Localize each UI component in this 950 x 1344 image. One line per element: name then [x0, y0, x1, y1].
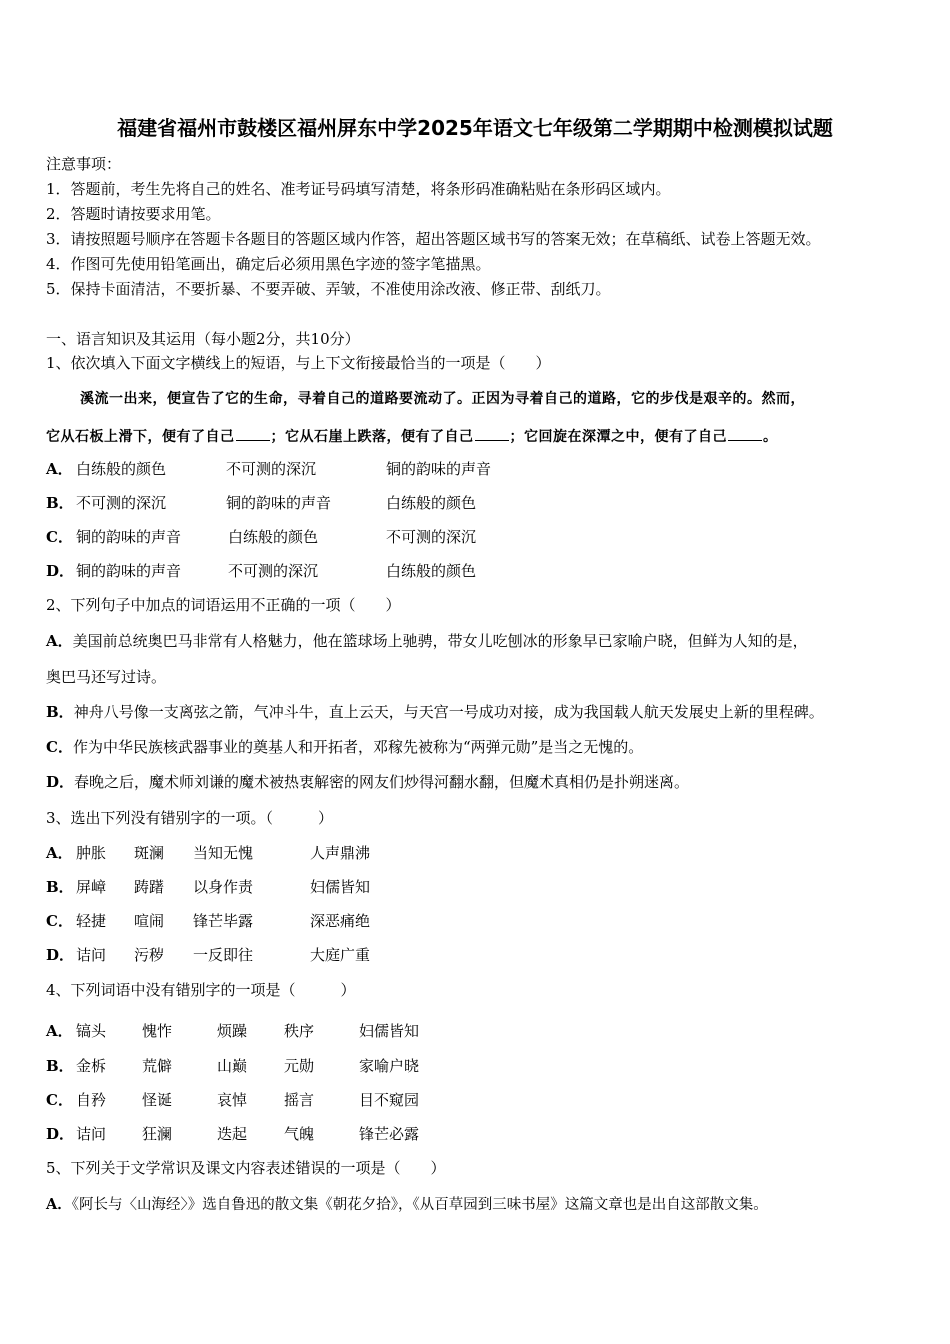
option-cell: 肿胀 — [76, 844, 107, 862]
notice-item: 2．答题时请按要求用笔。 — [46, 205, 221, 223]
option-cell: 不可测的深沉 — [386, 528, 477, 546]
option-label: A． — [46, 844, 73, 862]
option-label: C． — [46, 528, 73, 546]
option-label: C． — [46, 738, 73, 756]
option-label: C． — [46, 912, 73, 930]
option-cell: 一反即往 — [193, 946, 254, 964]
passage-text: ；它从石崖上跌落，便有了自己 — [270, 429, 474, 445]
option-cell: 家喻户晓 — [359, 1057, 420, 1075]
section-heading: 一、语言知识及其运用（每小题2分，共10分） — [46, 330, 360, 348]
question-3-stem: 3、选出下列没有错别字的一项。（ ） — [46, 809, 334, 827]
option-text: 作为中华民族核武器事业的奠基人和开拓者，邓稼先被称为“两弹元勋”是当之无愧的。 — [72, 738, 644, 756]
notice-item: 3．请按照题号顺序在答题卡各题目的答题区域内作答，超出答题区域书写的答案无效；在草稿纸、试卷上答题无效。 — [46, 230, 821, 248]
notice-item: 4．作图可先使用铅笔画出，确定后必须用黑色字迹的签字笔描黑。 — [46, 255, 491, 273]
option-cell: 诘问 — [76, 1125, 107, 1143]
option-cell: 白练般的颜色 — [386, 494, 477, 512]
notice-item: 5．保持卡面清洁，不要折暴、不要弄破、弄皱，不准使用涂改液、修正带、刮纸刀。 — [46, 280, 611, 298]
option-cell: 荒僻 — [142, 1057, 173, 1075]
option-cell: 铜的韵味的声音 — [76, 562, 182, 580]
option-cell: 山巅 — [217, 1057, 248, 1075]
option-cell: 金柝 — [76, 1057, 107, 1075]
option-cell: 深恶痛绝 — [310, 912, 371, 930]
option-cell: 妇儒皆知 — [310, 878, 371, 896]
option-cell: 大庭广重 — [310, 946, 371, 964]
question-2-option-d — [46, 771, 689, 792]
option-cell: 不可测的深沉 — [76, 494, 167, 512]
notice-heading: 注意事项： — [46, 155, 122, 173]
question-2-option-b — [46, 701, 824, 722]
option-cell: 妇儒皆知 — [359, 1022, 420, 1040]
question-5-option-a — [46, 1193, 768, 1214]
option-cell: 当知无愧 — [193, 844, 254, 862]
option-label: B． — [46, 494, 74, 512]
option-cell: 白练般的颜色 — [386, 562, 477, 580]
option-cell: 铜的韵味的声音 — [76, 528, 182, 546]
option-label: D． — [46, 946, 75, 964]
notice-item: 1．答题前，考生先将自己的姓名、准考证号码填写清楚，将条形码准确粘贴在条形码区域内。 — [46, 180, 671, 198]
question-2-option-a — [46, 630, 808, 651]
question-1-stem: 1、依次填入下面文字横线上的短语，与上下文衔接最恰当的一项是（ ） — [46, 354, 551, 372]
option-label: B． — [46, 1057, 74, 1075]
option-cell: 愧怍 — [142, 1022, 173, 1040]
option-label: A． — [46, 1196, 72, 1213]
option-text: 春晚之后，魔术师刘谦的魔术被热衷解密的网友们炒得河翻水翻，但魔术真相仍是扑朔迷离。 — [74, 773, 690, 791]
option-cell: 以身作责 — [193, 878, 254, 896]
option-cell: 目不窥园 — [359, 1091, 420, 1109]
question-2-option-c — [46, 736, 643, 757]
option-cell: 镐头 — [76, 1022, 107, 1040]
option-cell: 烦躁 — [217, 1022, 248, 1040]
option-cell: 锋芒必露 — [359, 1125, 420, 1143]
option-cell: 人声鼎沸 — [310, 844, 371, 862]
option-cell: 哀悼 — [217, 1091, 248, 1109]
page-title: 福建省福州市鼓楼区福州屏东中学2025年语文七年级第二学期期中检测模拟试题 — [117, 116, 833, 140]
option-cell: 锋芒毕露 — [193, 912, 254, 930]
option-cell: 摇言 — [284, 1091, 315, 1109]
option-label: A． — [46, 460, 73, 478]
option-cell: 斑澜 — [134, 844, 165, 862]
passage-text: 它从石板上滑下，便有了自己 — [46, 429, 235, 445]
passage-text: ；它回旋在深潭之中，便有了自己 — [509, 429, 727, 445]
question-2-option-a-cont: 奥巴马还写过诗。 — [46, 668, 167, 686]
option-text: 神舟八号像一支离弦之箭，气冲斗牛，直上云天，与天宫一号成功对接，成为我国载人航天发展史上新的里程碑。 — [73, 703, 824, 721]
option-cell: 诘问 — [76, 946, 107, 964]
option-cell: 不可测的深沉 — [228, 562, 319, 580]
option-cell: 屏嶂 — [76, 878, 107, 896]
option-label: B． — [46, 878, 74, 896]
option-label: D． — [46, 562, 75, 580]
option-cell: 喧闹 — [134, 912, 165, 930]
question-4-stem: 4、下列词语中没有错别字的一项是（ ） — [46, 981, 356, 999]
option-text: 美国前总统奥巴马非常有人格魅力，他在篮球场上驰骋，带女儿吃刨冰的形象早已家喻户晓，但鲜为人知的是， — [72, 632, 808, 650]
fill-blank — [475, 428, 509, 441]
option-cell: 白练般的颜色 — [76, 460, 167, 478]
option-text: 《阿长与〈山海经〉》选自鲁迅的散文集《朝花夕拾》，《从百草园到三味书屋》这篇文章也是出自这部散文集。 — [71, 1197, 768, 1213]
option-label: D． — [46, 773, 75, 791]
option-label: B． — [46, 703, 74, 721]
option-cell: 铜的韵味的声音 — [386, 460, 492, 478]
option-cell: 污秽 — [134, 946, 165, 964]
option-label: A． — [46, 1022, 73, 1040]
option-cell: 踌躇 — [134, 878, 165, 896]
question-1-passage-line2 — [46, 426, 778, 446]
option-cell: 白练般的颜色 — [228, 528, 319, 546]
option-cell: 铜的韵味的声音 — [226, 494, 332, 512]
fill-blank — [236, 428, 270, 441]
option-cell: 秩序 — [284, 1022, 315, 1040]
question-2-stem: 2、下列句子中加点的词语运用不正确的一项（ ） — [46, 596, 401, 614]
option-cell: 元勋 — [284, 1057, 315, 1075]
option-cell: 气魄 — [284, 1125, 315, 1143]
option-label: D． — [46, 1125, 75, 1143]
question-5-stem: 5、下列关于文学常识及课文内容表述错误的一项是（ ） — [46, 1159, 446, 1177]
option-cell: 不可测的深沉 — [226, 460, 317, 478]
option-cell: 自矜 — [76, 1091, 107, 1109]
option-cell: 怪诞 — [142, 1091, 173, 1109]
option-cell: 迭起 — [217, 1125, 248, 1143]
option-label: A． — [46, 632, 73, 650]
option-cell: 狂澜 — [142, 1125, 173, 1143]
option-cell: 轻捷 — [76, 912, 107, 930]
passage-text: 。 — [763, 429, 778, 445]
option-label: C． — [46, 1091, 73, 1109]
fill-blank — [728, 428, 762, 441]
question-1-passage-line1: 溪流一出来，便宣告了它的生命，寻着自己的道路要流动了。正因为寻着自己的道路，它的步伐是艰辛的。然而， — [80, 391, 805, 407]
